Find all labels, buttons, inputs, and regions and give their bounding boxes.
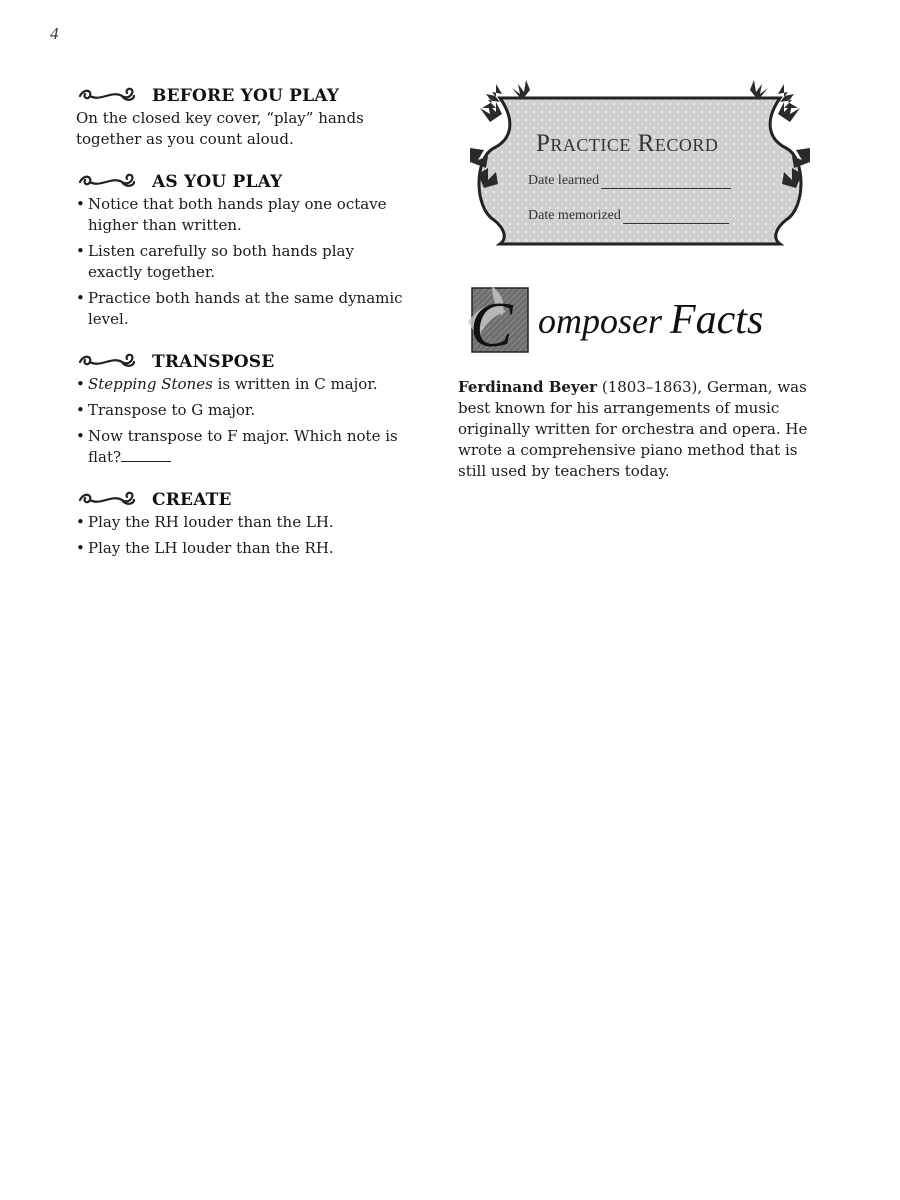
section-heading: [76, 350, 406, 374]
list-item: • Play the LH louder than the RH.: [76, 538, 406, 559]
list-item: • Practice both hands at the same dynamic level.: [76, 288, 406, 330]
flourish-icon: [76, 86, 138, 106]
flourish-icon: [76, 490, 138, 510]
date-learned-label: Date learned: [528, 173, 600, 188]
initial-capital: C: [470, 289, 513, 360]
section-title: TRANSPOSE: [152, 352, 275, 372]
before-you-play-section: [76, 84, 406, 150]
transpose-section: [76, 350, 406, 468]
flourish-icon: [76, 172, 138, 192]
bullet-list: [76, 512, 406, 559]
bullet-list: [76, 194, 406, 330]
section-heading: [76, 84, 406, 108]
composer-facts-heading: [462, 282, 802, 362]
list-item-text: is written in C major.: [212, 375, 378, 393]
bullet-list: [76, 374, 406, 468]
practice-record-box: [460, 78, 820, 248]
page-number: 4: [50, 24, 59, 43]
create-section: [76, 488, 406, 559]
section-text: On the closed key cover, “play” hands together as you count aloud.: [76, 109, 364, 148]
date-learned-line: [528, 173, 731, 189]
list-item-text: Now transpose to F major. Which note is flat?: [88, 427, 398, 466]
section-title: AS YOU PLAY: [152, 172, 283, 192]
section-title: CREATE: [152, 490, 232, 510]
instructions-column: [76, 84, 406, 579]
flourish-icon: [76, 352, 138, 372]
list-item: • Listen carefully so both hands play exactly together.: [76, 241, 406, 283]
practice-record-title: Practice Record: [536, 130, 719, 157]
list-item: • Notice that both hands play one octave higher than written.: [76, 194, 406, 236]
date-memorized-label: Date memorized: [528, 208, 621, 223]
composer-facts-word2: Facts: [670, 297, 764, 343]
composer-facts-word1: omposer: [538, 301, 662, 341]
section-heading: [76, 488, 406, 512]
initial-capital-emblem: [462, 282, 542, 362]
section-heading: [76, 170, 406, 194]
list-item: • Transpose to G major.: [76, 400, 406, 421]
date-memorized-field[interactable]: [623, 211, 729, 224]
composer-bio: [458, 377, 828, 482]
list-item: • Play the RH louder than the LH.: [76, 512, 406, 533]
composer-name: Ferdinand Beyer: [458, 378, 598, 396]
piece-title: Stepping Stones: [88, 375, 213, 393]
composer-bio-text: (1803–1863), German, was best known for his arrangements of music originally written for orchestra and opera. He wrote a comprehensive piano method that is still used by teachers today.: [458, 378, 808, 480]
section-title: BEFORE YOU PLAY: [152, 86, 340, 106]
answer-blank[interactable]: [121, 447, 171, 462]
list-item: [76, 426, 406, 468]
composer-facts-title: [538, 296, 763, 344]
list-item: [76, 374, 406, 395]
date-memorized-line: [528, 208, 729, 224]
as-you-play-section: [76, 170, 406, 330]
date-learned-field[interactable]: [601, 176, 731, 189]
